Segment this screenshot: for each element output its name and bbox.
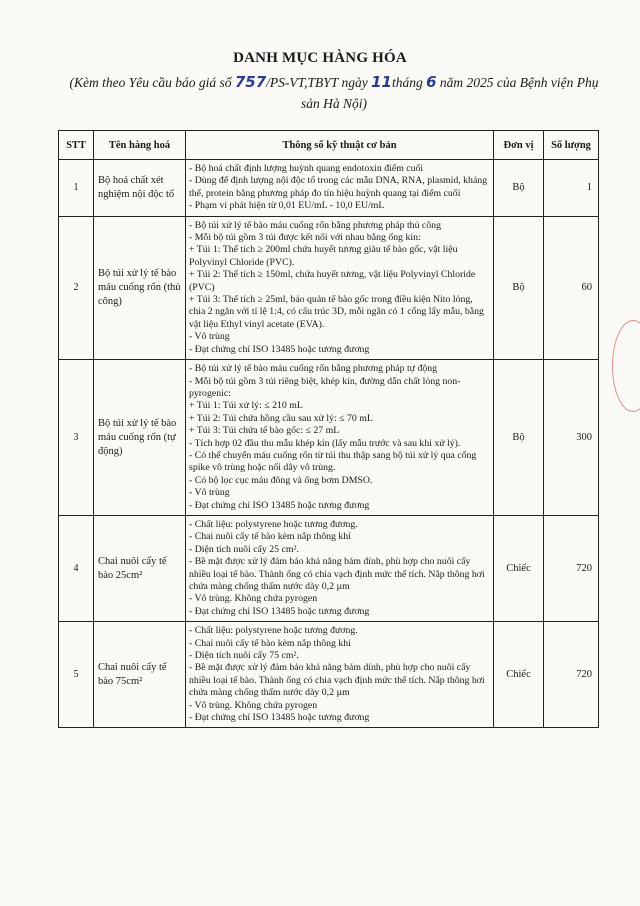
header-name: Tên hàng hoá [94, 131, 186, 160]
spec-line: + Túi 3: Túi chứa tế bào gốc: ≤ 27 mL [189, 425, 340, 437]
spec-line: + Túi 3: Thể tích ≥ 25ml, bảo quản tế bào gốc trong điều kiện Nito lỏng, chia 2 ngăn với tỉ lệ 1:4, có cấu trúc 3D, mỗi ngăn có 1 cổng lấy mẫu, bằng vật liệu Ethyl vinyl acetate (EVA). [189, 294, 484, 330]
spec-line: - Vô trùng. Không chứa pyrogen [189, 593, 318, 605]
table-header-row [59, 131, 599, 160]
handwritten-number: 757 [234, 73, 267, 91]
row-name: Bộ hoá chất xét nghiệm nội độc tố [94, 160, 186, 217]
spec-line: - Chất liệu: polystyrene hoặc tương đương. [189, 625, 358, 637]
row-name: Chai nuôi cấy tế bào 75cm² [94, 622, 186, 728]
handwritten-day: 11 [371, 73, 392, 91]
row-spec [186, 622, 494, 728]
row-spec [186, 160, 494, 217]
spec-line: - Vô trùng [189, 487, 230, 499]
spec-line: + Túi 1: Thể tích ≥ 200ml chứa huyết tương giàu tế bào gốc, vật liệu Polyvinyl Chloride (PVC). [189, 244, 458, 268]
document-title: DANH MỤC HÀNG HÓA [233, 50, 407, 66]
row-name: Chai nuôi cấy tế bào 25cm² [94, 515, 186, 621]
row-qty: 300 [544, 360, 599, 516]
table-row [59, 216, 599, 359]
header-spec: Thông số kỹ thuật cơ bản [186, 131, 494, 160]
subtitle-part-3: tháng [391, 75, 427, 90]
header-qty: Số lượng [544, 131, 599, 160]
spec-line: - Phạm vi phát hiện từ 0,01 EU/mL - 10,0 EU/mL [189, 200, 385, 212]
row-stt: 4 [59, 515, 94, 621]
header-stt: STT [59, 131, 94, 160]
row-name: Bộ túi xử lý tế bào máu cuống rốn (tự động) [94, 360, 186, 516]
spec-line: - Đạt chứng chỉ ISO 13485 hoặc tương đương [189, 499, 370, 511]
row-name: Bộ túi xử lý tế bào máu cuống rốn (thủ công) [94, 216, 186, 359]
row-stt: 2 [59, 216, 94, 359]
row-stt: 3 [59, 360, 94, 516]
row-spec [186, 216, 494, 359]
row-qty: 1 [544, 160, 599, 217]
row-unit: Bộ [494, 160, 544, 217]
spec-line: - Đạt chứng chỉ ISO 13485 hoặc tương đương [189, 605, 370, 617]
row-unit: Bộ [494, 216, 544, 359]
row-spec [186, 515, 494, 621]
row-qty: 720 [544, 622, 599, 728]
handwritten-month: 6 [426, 73, 437, 91]
row-qty: 720 [544, 515, 599, 621]
spec-line: - Có thể chuyển máu cuống rốn từ túi thu thập sang bộ túi xử lý qua cổng spike vô trùng hoặc nối dây vô trùng. [189, 449, 477, 474]
spec-line: + Túi 1: Túi xử lý: ≤ 210 mL [189, 400, 303, 412]
spec-line: - Tích hợp 02 đầu thu mẫu khép kín (lấy mẫu trước và sau khi xử lý). [189, 437, 461, 449]
document-subtitle [64, 72, 604, 114]
spec-line: - Chất liệu: polystyrene hoặc tương đương. [189, 518, 358, 530]
spec-line: - Bề mặt được xử lý đảm bảo khả năng bám dính, phù hợp cho nuôi cấy nhiều loại tế bào. Thành ống có chia vạch định mức thể tích. Nắp thông hơi chứa màng chống thấm nước dày 0,2 µm [189, 556, 485, 592]
spec-line: + Túi 2: Túi chứa hồng cầu sau xử lý: ≤ 70 mL [189, 412, 373, 424]
spec-line: - Bộ túi xử lý tế bào máu cuống rốn bằng phương pháp thủ công [189, 219, 441, 231]
header-unit: Đơn vị [494, 131, 544, 160]
row-unit: Chiếc [494, 622, 544, 728]
spec-line: - Có bộ lọc cục máu đông và ống bơm DMSO. [189, 474, 373, 486]
row-stt: 1 [59, 160, 94, 217]
row-unit: Chiếc [494, 515, 544, 621]
subtitle-part-1: (Kèm theo Yêu cầu báo giá số [69, 75, 235, 90]
spec-line: - Dùng để định lượng nội độc tố trong các mẫu DNA, RNA, plasmid, kháng thể, protein bằng phương pháp đo tín hiệu huỳnh quang tại điểm cuối [189, 175, 488, 199]
table-row [59, 622, 599, 728]
goods-table [58, 130, 599, 728]
spec-line: - Diện tích nuôi cấy 75 cm². [189, 650, 299, 662]
spec-line: - Vô trùng [189, 331, 230, 343]
row-spec [186, 360, 494, 516]
red-stamp-mark [612, 320, 640, 412]
spec-line: - Bộ hoá chất định lượng huỳnh quang endotoxin điểm cuối [189, 163, 424, 174]
spec-line: - Mỗi bộ túi gồm 3 túi riêng biệt, khép kín, đường dẫn chất lỏng non-pyrogenic: [189, 375, 461, 399]
spec-line: - Mỗi bộ túi gồm 3 túi được kết nối với nhau bằng ống kín: [189, 232, 421, 244]
subtitle-part-4: năm 2025 của Bệnh viện Phụ sản Hà Nội) [300, 75, 599, 111]
table-row [59, 515, 599, 621]
spec-line: - Đạt chứng chỉ ISO 13485 hoặc tương đương [189, 343, 370, 355]
spec-line: - Chai nuôi cấy tế bào kèm nắp thông khí [189, 637, 351, 649]
spec-line: - Diện tích nuôi cấy 25 cm². [189, 543, 299, 555]
table-row [59, 360, 599, 516]
spec-line: - Đạt chứng chỉ ISO 13485 hoặc tương đương [189, 712, 370, 724]
row-unit: Bộ [494, 360, 544, 516]
spec-line: - Bề mặt được xử lý đảm bảo khả năng bám dính, phù hợp cho nuôi cấy nhiều loại tế bào. Thành ống có chia vạch định mức thể tích. Nắp thông hơi chứa màng chống thấm nước dày 0,2 µm [189, 662, 485, 699]
row-stt: 5 [59, 622, 94, 728]
spec-line: - Vô trùng. Không chứa pyrogen [189, 699, 318, 711]
row-qty: 60 [544, 216, 599, 359]
spec-line: - Bộ túi xử lý tế bào máu cuống rốn bằng phương pháp tự động [189, 363, 438, 375]
subtitle-part-2: /PS-VT,TBYT ngày [266, 75, 372, 90]
spec-line: + Túi 2: Thể tích ≥ 150ml, chứa huyết tương, vật liệu Polyvinyl Chloride (PVC) [189, 269, 476, 293]
spec-line: - Chai nuôi cấy tế bào kèm nắp thông khí [189, 531, 351, 543]
table-row [59, 160, 599, 217]
